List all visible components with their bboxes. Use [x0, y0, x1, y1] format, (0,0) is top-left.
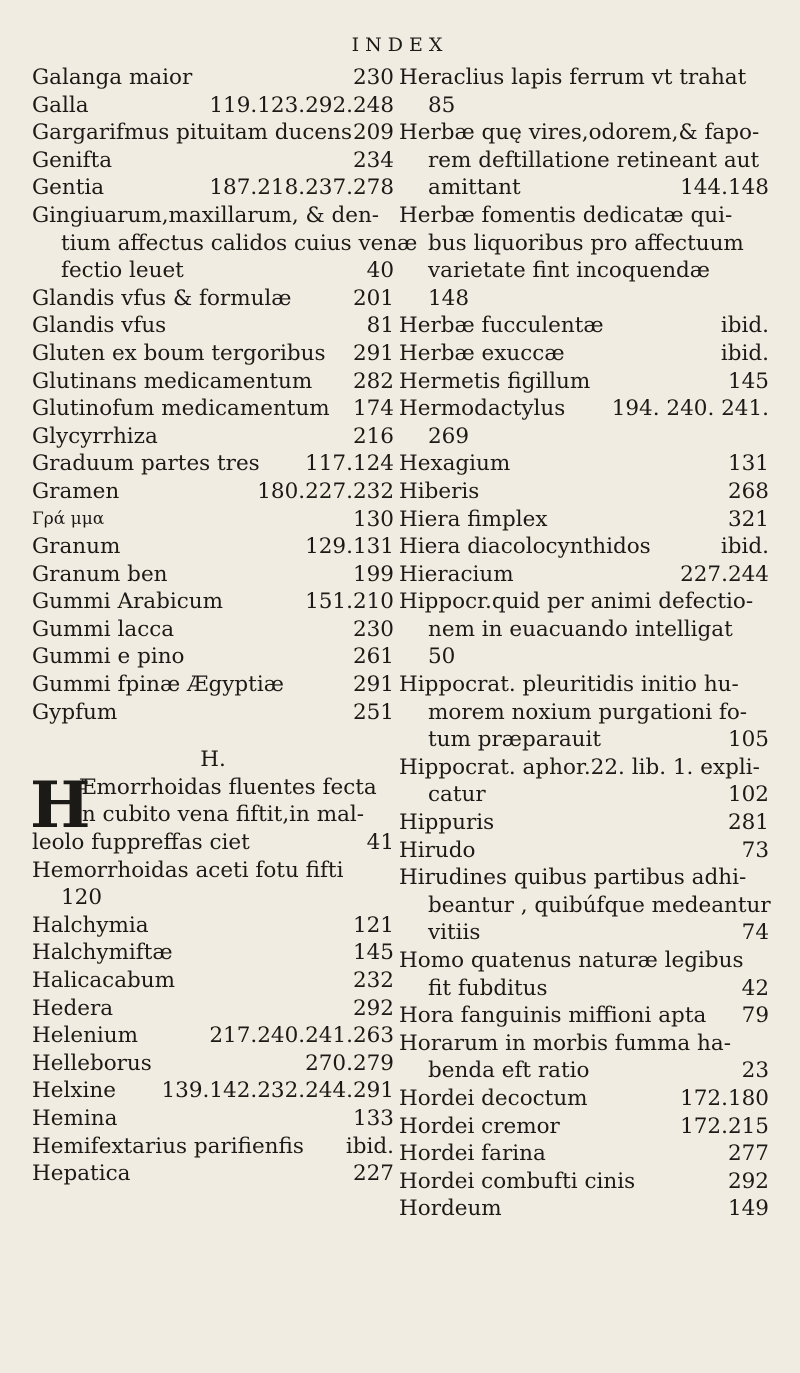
index-entry [32, 939, 394, 967]
index-entry [32, 884, 394, 912]
index-entry [399, 864, 769, 892]
entry-page-ref: 145 [727, 368, 769, 394]
entry-page-ref: 174 [352, 396, 394, 422]
entry-page-ref: 41 [366, 830, 394, 856]
entry-term: in cubito vena fiftit,in mal- [75, 802, 365, 828]
entry-term: Gluten ex boum tergoribus [32, 340, 326, 366]
entry-term: Hippocrat. pleuritidis initio hu- [399, 672, 739, 698]
entry-page-ref: 321 [727, 506, 769, 532]
index-entry [32, 561, 394, 589]
index-entry [399, 1168, 769, 1196]
entry-term: 269 [428, 423, 470, 449]
entry-page-ref: 234 [352, 147, 394, 173]
entry-term: Hedera [32, 995, 114, 1021]
index-entry [32, 147, 394, 175]
entry-page-ref: 281 [727, 810, 769, 836]
entry-term: H. [200, 747, 226, 773]
index-entry [32, 312, 394, 340]
index-entry [399, 1085, 769, 1113]
entry-term: fit fubditus [428, 975, 548, 1001]
index-entry [32, 1050, 394, 1078]
index-entry [32, 967, 394, 995]
entry-term: Hordei combufti cinis [399, 1168, 636, 1194]
entry-page-ref: 292 [727, 1168, 769, 1194]
index-entry [32, 174, 394, 202]
index-entry [399, 561, 769, 589]
entry-page-ref: 199 [352, 561, 394, 587]
entry-term: Hordei cremor [399, 1113, 560, 1139]
index-entry [399, 837, 769, 865]
index-entry [32, 1077, 394, 1105]
entry-term: Hexagium [399, 451, 511, 477]
entry-page-ref: 102 [727, 782, 769, 808]
index-entry [399, 1140, 769, 1168]
entry-term: Hieracium [399, 561, 514, 587]
index-entry [32, 450, 394, 478]
entry-page-ref: 268 [727, 478, 769, 504]
index-entry [399, 368, 769, 396]
entry-term: rem deftillatione retineant aut [428, 147, 760, 173]
entry-term: Helenium [32, 1023, 139, 1049]
entry-page-ref: 105 [727, 727, 769, 753]
entry-term: Glandis vfus & formulæ [32, 285, 292, 311]
index-entry [32, 1160, 394, 1188]
index-entry [32, 285, 394, 313]
index-entry [399, 147, 769, 175]
entry-term: Helleborus [32, 1050, 152, 1076]
index-entry [32, 506, 394, 534]
entry-term: Hora fanguinis miffioni apta [399, 1003, 707, 1029]
entry-page-ref: 42 [741, 975, 769, 1001]
entry-page-ref: ibid. [720, 340, 769, 366]
index-entry [399, 643, 769, 671]
index-entry [399, 533, 769, 561]
entry-term: Herbæ fomentis dedicatæ qui- [399, 202, 733, 228]
entry-page-ref: 172.215 [680, 1113, 769, 1139]
entry-page-ref: 133 [352, 1105, 394, 1131]
page-header: INDEX [351, 34, 449, 56]
entry-term: 148 [428, 285, 470, 311]
index-entry [32, 857, 394, 885]
index-entry [32, 340, 394, 368]
index-entry [32, 202, 394, 230]
entry-term: vitiis [428, 920, 481, 946]
entry-page-ref: 149 [727, 1196, 769, 1222]
entry-term: Gummi Arabicum [32, 589, 224, 615]
index-entry [399, 64, 769, 92]
index-entry [399, 119, 769, 147]
index-entry [32, 643, 394, 671]
index-entry [32, 368, 394, 396]
entry-term: Gummi fpinæ Ægyptiæ [32, 672, 284, 698]
entry-page-ref: 121 [352, 912, 394, 938]
entry-page-ref: 79 [741, 1003, 769, 1029]
entry-term: Hermodactylus [399, 396, 566, 422]
index-entry [399, 1002, 769, 1030]
entry-term: Hippuris [399, 810, 495, 836]
entry-page-ref: 292 [352, 995, 394, 1021]
entry-term: Hiera fimplex [399, 506, 548, 532]
entry-term: beantur , quibúfque medeantur [428, 892, 771, 918]
index-entry [399, 809, 769, 837]
entry-page-ref: 81 [366, 313, 394, 339]
entry-term: Hermetis figillum [399, 368, 591, 394]
entry-page-ref: 145 [352, 940, 394, 966]
index-entry [399, 285, 769, 313]
index-entry [32, 671, 394, 699]
entry-term: Glandis vfus [32, 313, 167, 339]
entry-term: Hepatica [32, 1161, 131, 1187]
entry-term: Γρά μμα [32, 508, 105, 529]
entry-term: catur [428, 782, 486, 808]
index-entry [399, 671, 769, 699]
entry-term: Hippocr.quid per animi defectio- [399, 589, 754, 615]
index-entry [399, 257, 769, 285]
entry-term: 50 [428, 644, 456, 670]
entry-term: Herbæ fucculentæ [399, 313, 604, 339]
index-entry [399, 892, 769, 920]
entry-page-ref: 209 [352, 120, 394, 146]
entry-term: Halchymiftæ [32, 940, 173, 966]
entry-term: Gypfum [32, 699, 118, 725]
right-column [399, 64, 769, 1223]
index-entry [399, 340, 769, 368]
index-entry [399, 478, 769, 506]
entry-term: Hemifextarius parifienfis [32, 1133, 304, 1159]
entry-term: Hirudo [399, 837, 476, 863]
entry-term: Hirudines quibus partibus adhi- [399, 865, 747, 891]
index-entry [32, 92, 394, 120]
index-entry [399, 754, 769, 782]
entry-term: 120 [61, 885, 103, 911]
entry-term: fectio leuet [61, 258, 184, 284]
entry-page-ref: 251 [352, 699, 394, 725]
entry-term: leolo fuppreffas ciet [32, 830, 250, 856]
entry-term: Hippocrat. aphor.22. lib. 1. expli- [399, 754, 760, 780]
entry-term: Graduum partes tres [32, 451, 260, 477]
index-entry [399, 726, 769, 754]
index-entry [32, 801, 394, 829]
entry-page-ref: 282 [352, 368, 394, 394]
entry-page-ref: 230 [352, 616, 394, 642]
entry-page-ref: ibid. [720, 534, 769, 560]
entry-term: Glutinans medicamentum [32, 368, 313, 394]
entry-term: Æmorrhoidas fluentes fecta [75, 774, 377, 800]
index-entry [399, 506, 769, 534]
entry-term: Granum ben [32, 561, 168, 587]
index-entry [399, 781, 769, 809]
entry-term: Hordeum [399, 1196, 502, 1222]
entry-term: amittant [428, 175, 521, 201]
entry-term: morem noxium purgationi fo- [428, 699, 748, 725]
index-entry [32, 726, 394, 746]
index-entry [399, 588, 769, 616]
entry-term: Galanga maior [32, 65, 193, 90]
index-entry [32, 230, 418, 258]
entry-term: tum præparauit [428, 727, 601, 753]
entry-page-ref: 172.180 [680, 1085, 769, 1111]
entry-term: Hiberis [399, 478, 480, 504]
entry-term: tium affectus calidos cuius venæ [61, 230, 418, 256]
entry-term: Heraclius lapis ferrum vt trahat [399, 65, 747, 90]
index-entry [399, 975, 769, 1003]
index-entry [399, 395, 769, 423]
index-entry [32, 1105, 394, 1133]
entry-term: benda eft ratio [428, 1058, 590, 1084]
index-entry [32, 995, 394, 1023]
index-entry [399, 230, 769, 258]
entry-term: nem in euacuando intelligat [428, 616, 733, 642]
index-entry [32, 395, 394, 423]
entry-term: Gingiuarum,maxillarum, & den- [32, 202, 380, 228]
index-entry [32, 829, 394, 857]
entry-page-ref: ibid. [345, 1133, 394, 1159]
entry-term: Horarum in morbis fumma ha- [399, 1030, 731, 1056]
entry-term: Gramen [32, 478, 120, 504]
index-entry [32, 588, 394, 616]
entry-term: Hiera diacolocynthidos [399, 534, 651, 560]
entry-term: Gummi lacca [32, 616, 175, 642]
entry-page-ref: 40 [366, 258, 394, 284]
entry-term: bus liquoribus pro affectuum [428, 230, 744, 256]
index-entry [32, 616, 394, 644]
entry-term: Hemina [32, 1105, 118, 1131]
entry-page-ref: 187.218.237.278 [209, 175, 394, 201]
entry-page-ref: 270.279 [305, 1050, 394, 1076]
entry-page-ref: 139.142.232.244.291 [161, 1078, 394, 1104]
index-entry [32, 257, 394, 285]
entry-term: 85 [428, 92, 456, 118]
index-entry [399, 919, 769, 947]
index-entry [32, 533, 394, 561]
entry-term: Galla [32, 92, 89, 118]
index-entry [32, 423, 394, 451]
entry-page-ref: 261 [352, 644, 394, 670]
index-entry [399, 1113, 769, 1141]
entry-term: Halchymia [32, 912, 149, 938]
index-entry [399, 312, 769, 340]
entry-page-ref: ibid. [720, 313, 769, 339]
entry-page-ref: 144.148 [680, 175, 769, 201]
entry-page-ref: 180.227.232 [257, 478, 394, 504]
index-entry [32, 1133, 394, 1161]
entry-term: varietate fint incoquendæ [428, 258, 711, 284]
entry-term: Herbæ exuccæ [399, 340, 565, 366]
entry-term: Genifta [32, 147, 113, 173]
entry-page-ref: 232 [352, 968, 394, 993]
entry-page-ref: 117.124 [305, 451, 394, 477]
entry-term: Glycyrrhiza [32, 423, 158, 449]
entry-term: Gummi e pino [32, 644, 185, 670]
entry-page-ref: 216 [352, 423, 394, 449]
index-entry [32, 699, 394, 727]
index-entry [32, 1022, 394, 1050]
entry-term: Gargarifmus pituitam ducens [32, 120, 353, 146]
entry-page-ref: 227.244 [680, 561, 769, 587]
index-entry [399, 947, 769, 975]
index-entry [32, 119, 394, 147]
index-entry [32, 478, 394, 506]
entry-page-ref: 291 [352, 672, 394, 698]
entry-term: Glutinofum medicamentum [32, 396, 330, 422]
index-entry [399, 450, 769, 478]
index-entry [399, 699, 769, 727]
drop-cap: H [30, 767, 91, 843]
entry-term: Herbæ quę vires,odorem,& fapo- [399, 120, 760, 146]
index-entry [399, 1030, 769, 1058]
entry-term: Gentia [32, 175, 105, 201]
entry-term: Homo quatenus naturæ legibus [399, 948, 744, 973]
index-entry [399, 202, 769, 230]
index-entry [399, 174, 769, 202]
entry-page-ref: 194. 240. 241. [611, 396, 769, 422]
entry-term: Hemorrhoidas aceti fotu fifti [32, 857, 344, 883]
left-column [30, 64, 418, 1188]
entry-page-ref: 291 [352, 340, 394, 366]
entry-page-ref: 227 [352, 1161, 394, 1187]
index-entry [399, 1057, 769, 1085]
index-entry [32, 912, 394, 940]
entry-page-ref: 74 [741, 920, 769, 946]
entry-page-ref: 277 [727, 1141, 769, 1167]
entry-page-ref: 23 [741, 1058, 769, 1084]
entry-page-ref: 119.123.292.248 [209, 92, 394, 118]
entry-page-ref: 151.210 [305, 589, 394, 615]
entry-page-ref: 73 [741, 837, 769, 863]
entry-term: Hordei decoctum [399, 1085, 588, 1111]
entry-term: Hordei farina [399, 1141, 546, 1167]
entry-page-ref: 230 [352, 65, 394, 90]
entry-term: Halicacabum [32, 968, 176, 993]
index-entry [399, 423, 769, 451]
entry-page-ref: 129.131 [305, 534, 394, 560]
index-entry [399, 1195, 769, 1223]
index-entry [399, 616, 769, 644]
index-entry [32, 64, 394, 92]
entry-page-ref: 131 [727, 451, 769, 477]
entry-page-ref: 201 [352, 285, 394, 311]
entry-page-ref: 217.240.241.263 [209, 1023, 394, 1049]
entry-term: Helxine [32, 1078, 116, 1104]
index-entry [399, 92, 769, 120]
entry-page-ref: 130 [352, 506, 394, 532]
entry-term: Granum [32, 534, 121, 560]
